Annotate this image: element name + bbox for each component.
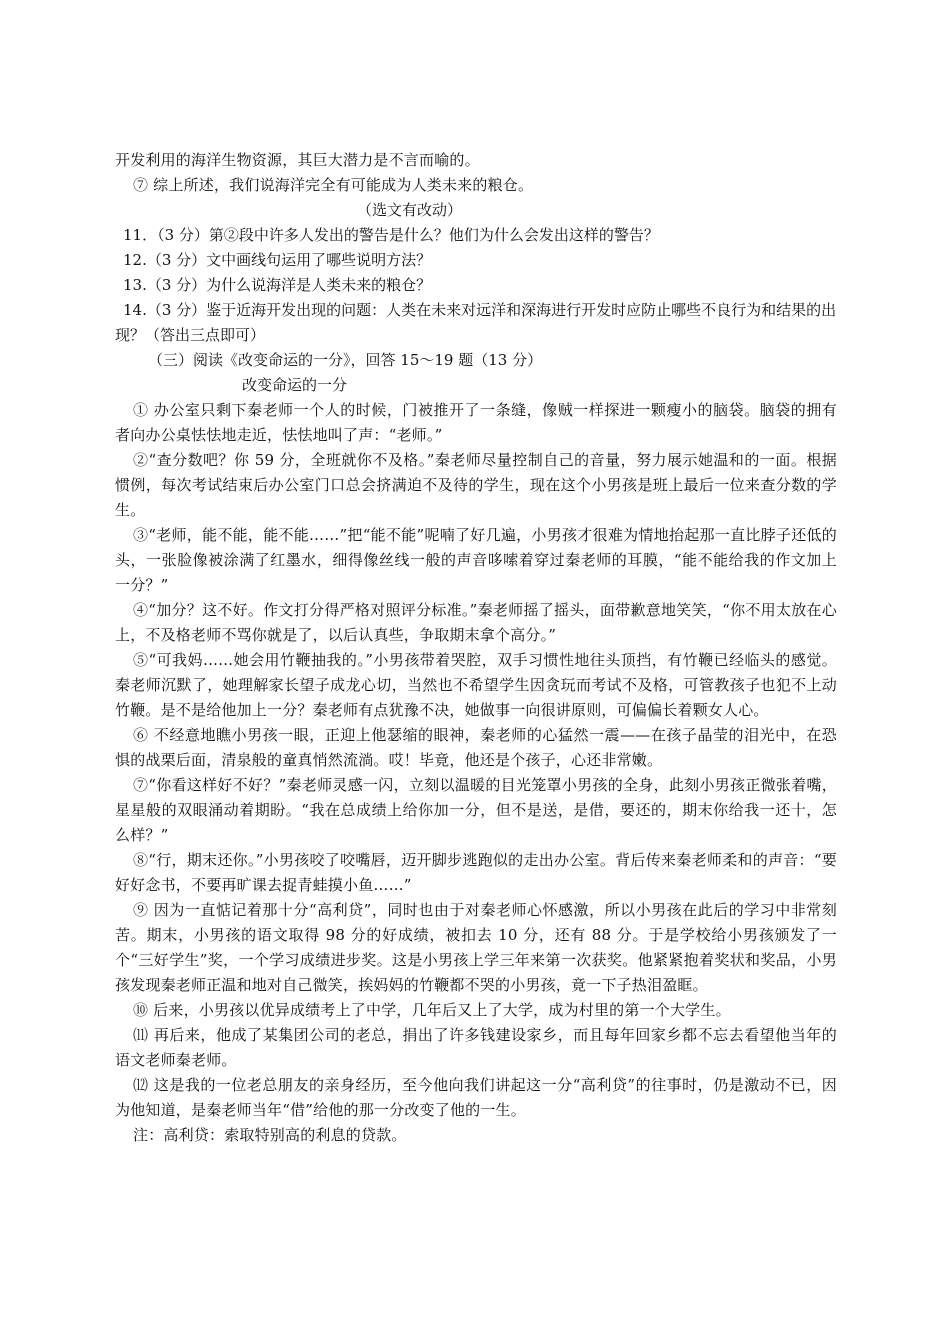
article-paragraph: ⑨ 因为一直惦记着那十分“高利贷”，同时也由于对秦老师心怀感激，所以小男孩在此后的学习中非常刻苦。期末，小男孩的语文取得 98 分的好成绩，被扣去 10 分，还有 88 分。于是学校给小男孩颁发了一个“三好学生”奖，一个学习成绩进步奖。这是小男孩上学三年来第一次获奖。他紧紧抱着奖状和奖品，小男孩发现秦老师正温和地对自己微笑，挨妈妈的竹鞭都不哭的小男孩，竟一下子热泪盈眶。 [115,901,837,994]
question-13: 13.（3 分）为什么说海洋是人类未来的粮仓？ [123,276,432,294]
continuation-line: 开发利用的海洋生物资源，其巨大潜力是不言而喻的。 [115,151,480,169]
article-title: 改变命运的一分 [242,376,348,394]
question-12: 12.（3 分）文中画线句运用了哪些说明方法？ [123,251,432,269]
footnote: 注：高利贷：索取特别高的利息的贷款。 [133,1126,407,1144]
article-paragraph: ⑤“可我妈……她会用竹鞭抽我的。”小男孩带着哭腔，双手习惯性地往头顶挡，有竹鞭已经临头的感觉。秦老师沉默了，她理解家长望子成龙心切，当然也不希望学生因贪玩而考试不及格，可管教孩子也犯不上动竹鞭。是不是给他加上一分？秦老师有点犹豫不决，她做事一向很讲原则，可偏偏长着颗女人心。 [115,651,837,719]
article-paragraph: ⑥ 不经意地瞧小男孩一眼，正迎上他瑟缩的眼神，秦老师的心猛然一震——在孩子晶莹的泪光中，在恐惧的战栗后面，清泉般的童真悄然流淌。哎！毕竟，他还是个孩子，心还非常嫩。 [115,726,837,769]
question-14: 14.（3 分）鉴于近海开发出现的问题：人类在未来对远洋和深海进行开发时应防止哪些不良行为和结果的出现？（答出三点即可） [115,301,837,344]
article-paragraph: ⑿ 这是我的一位老总朋友的亲身经历，至今他向我们讲起这一分“高利贷”的往事时，仍是激动不已，因为他知道，是秦老师当年“借”给他的那一分改变了他的一生。 [115,1076,837,1119]
article-paragraph: ⑾ 再后来，他成了某集团公司的老总，捐出了许多钱建设家乡，而且每年回家乡都不忘去看望他当年的语文老师秦老师。 [115,1026,837,1069]
article-paragraph: ⑩ 后来，小男孩以优异成绩考上了中学，几年后又上了大学，成为村里的第一个大学生。 [133,1001,731,1019]
question-11: 11．（3 分）第②段中许多人发出的警告是什么？他们为什么会发出这样的警告？ [123,226,659,244]
source-note: （选文有改动） [357,201,463,219]
article-paragraph: ① 办公室只剩下秦老师一个人的时候，门被推开了一条缝，像贼一样探进一颗瘦小的脑袋。脑袋的拥有者向办公桌怯怯地走近，怯怯地叫了声：“老师。” [115,401,837,444]
article-paragraph: ⑧“行，期末还你。”小男孩咬了咬嘴唇，迈开脚步逃跑似的走出办公室。背后传来秦老师柔和的声音：“要好好念书，不要再旷课去捉青蛙摸小鱼……” [115,851,837,894]
article-paragraph: ⑦“你看这样好不好？”秦老师灵感一闪，立刻以温暖的目光笼罩小男孩的全身，此刻小男孩正微张着嘴，星星般的双眼涌动着期盼。“我在总成绩上给你加一分，但不是送，是借，要还的，期末你给我一还十，怎么样？” [115,776,837,844]
document-page [115,148,837,1148]
section-heading: （三）阅读《改变命运的一分》，回答 15～19 题（13 分） [148,351,543,369]
paragraph-7: ⑦ 综上所述，我们说海洋完全有可能成为人类未来的粮仓。 [133,176,534,194]
article-paragraph: ②“查分数吧？你 59 分，全班就你不及格。”秦老师尽量控制自己的音量，努力展示她温和的一面。根据惯例，每次考试结束后办公室门口总会挤满迫不及待的学生，现在这个小男孩是班上最后一位来查分数的学生。 [115,451,837,519]
article-paragraph: ③“老师，能不能，能不能……”把“能不能”呢喃了好几遍，小男孩才很难为情地抬起那一直比脖子还低的头，一张脸像被涂满了红墨水，细得像丝线一般的声音哆嗦着穿过秦老师的耳膜，“能不能给我的作文加上一分？” [115,526,837,594]
article-paragraph: ④“加分？这不好。作文打分得严格对照评分标准。”秦老师摇了摇头，面带歉意地笑笑，“你不用太放在心上，不及格老师不骂你就是了，以后认真些，争取期末拿个高分。” [115,601,837,644]
